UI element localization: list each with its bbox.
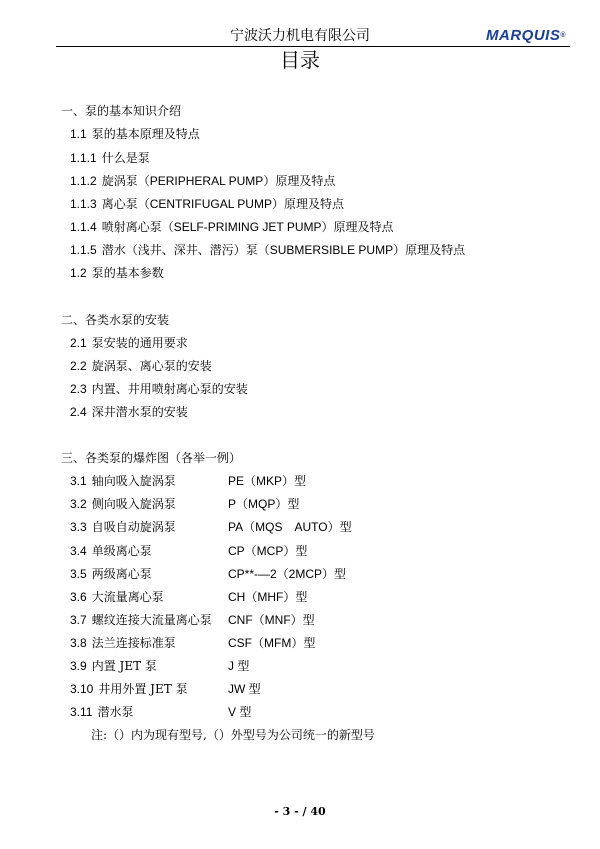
toc-item-3-4: 3.4 单级离心泵 CP（MCP）型: [70, 544, 308, 558]
toc-item-3-8: 3.8 法兰连接标准泵 CSF（MFM）型: [70, 636, 316, 650]
toc-item-3-3: 3.3 自吸自动旋涡泵 PA（MQS AUTO）型: [70, 520, 352, 534]
toc-item-2-2: 2.2 旋涡泵、离心泵的安装: [70, 359, 212, 373]
page-number: - 3 - / 40: [274, 805, 326, 818]
toc-item-3-10: 3.10 井用外置 JET 泵 JW 型: [70, 682, 261, 696]
toc-item-1-1-3: 1.1.3 离心泵（CENTRIFUGAL PUMP）原理及特点: [70, 197, 344, 211]
footnote: 注:（）内为现有型号,（）外型号为公司统一的新型号: [91, 728, 375, 742]
toc-item-1-2: 1.2 泵的基本参数: [70, 266, 164, 280]
toc-item-3-5: 3.5 两级离心泵 CP**-—2（2MCP）型: [70, 567, 347, 581]
page-title: 目录: [280, 48, 320, 72]
marquis-logo: MARQUIS®: [486, 27, 567, 44]
toc-item-3-1: 3.1 轴向吸入旋涡泵 PE（MKP）型: [70, 474, 307, 488]
toc-item-2-3: 2.3 内置、井用喷射离心泵的安装: [70, 382, 248, 396]
section-1-heading: 一、泵的基本知识介绍: [61, 104, 182, 118]
toc-item-1-1-1: 1.1.1 什么是泵: [70, 151, 150, 165]
toc-item-3-2: 3.2 侧向吸入旋涡泵 P（MQP）型: [70, 497, 300, 511]
toc-item-3-6: 3.6 大流量离心泵 CH（MHF）型: [70, 590, 308, 604]
header-company: 宁波沃力机电有限公司: [230, 28, 370, 44]
toc-item-1-1-5: 1.1.5 潜水（浅井、深井、潜污）泵（SUBMERSIBLE PUMP）原理及特点: [70, 243, 466, 257]
header-rule: [56, 46, 570, 47]
toc-item-3-11: 3.11 潜水泵 V 型: [70, 705, 252, 719]
toc-item-1-1-4: 1.1.4 喷射离心泵（SELF-PRIMING JET PUMP）原理及特点: [70, 220, 394, 234]
section-2-heading: 二、各类水泵的安装: [61, 313, 170, 327]
toc-item-3-9: 3.9 内置 JET 泵 J 型: [70, 659, 250, 673]
toc-item-1-1: 1.1 泵的基本原理及特点: [70, 127, 200, 141]
toc-item-1-1-2: 1.1.2 旋涡泵（PERIPHERAL PUMP）原理及特点: [70, 174, 336, 188]
toc-item-2-1: 2.1 泵安装的通用要求: [70, 336, 188, 350]
toc-item-2-4: 2.4 深井潜水泵的安装: [70, 405, 188, 419]
section-3-heading: 三、各类泵的爆炸图（各举一例）: [61, 451, 242, 465]
toc-item-3-7: 3.7 螺纹连接大流量离心泵 CNF（MNF）型: [70, 613, 315, 627]
